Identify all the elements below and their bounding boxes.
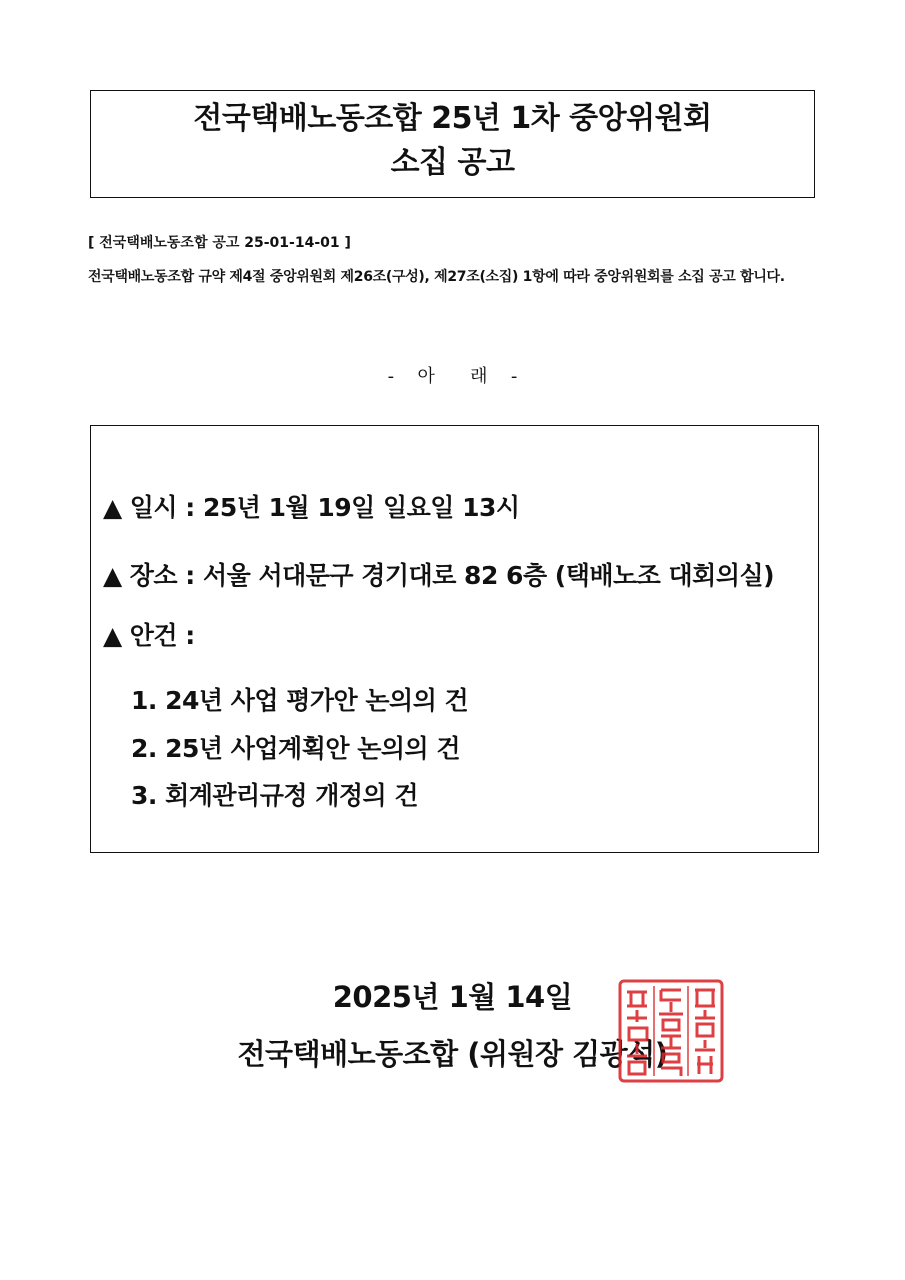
notice-body-text: 전국택배노동조합 규약 제4절 중앙위원회 제26조(구성), 제27조(소집) 1항에 따라 중앙위원회를 소집 공고 합니다. — [88, 269, 785, 285]
issue-date: 2025년 1월 14일 — [332, 980, 573, 1014]
agenda-label: 안건 : — [129, 621, 195, 650]
official-seal-icon — [617, 978, 725, 1084]
triangle-bullet-icon: ▲ — [103, 493, 122, 522]
datetime-row — [103, 488, 520, 524]
location-row — [103, 556, 774, 592]
triangle-bullet-icon: ▲ — [103, 621, 122, 650]
agenda-item: 2. 25년 사업계획안 논의의 건 — [131, 734, 460, 763]
agenda-item: 3. 회계관리규정 개정의 건 — [131, 781, 419, 810]
signer-name: 전국택배노동조합 (위원장 김광석) — [237, 1037, 668, 1071]
title-box — [90, 90, 815, 198]
agenda-row — [103, 616, 195, 652]
triangle-bullet-icon: ▲ — [103, 561, 122, 590]
meeting-details-box — [90, 425, 819, 853]
below-heading: - 아 래 - — [387, 366, 518, 387]
agenda-item: 1. 24년 사업 평가안 논의의 건 — [131, 686, 469, 715]
datetime-text: 일시 : 25년 1월 19일 일요일 13시 — [129, 493, 520, 522]
page-subtitle: 소집 공고 — [390, 145, 515, 180]
notice-reference-number: [ 전국택배노동조합 공고 25-01-14-01 ] — [88, 235, 351, 251]
page-title: 전국택배노동조합 25년 1차 중앙위원회 — [193, 101, 712, 136]
location-text: 장소 : 서울 서대문구 경기대로 82 6층 (택배노조 대회의실) — [129, 561, 775, 590]
